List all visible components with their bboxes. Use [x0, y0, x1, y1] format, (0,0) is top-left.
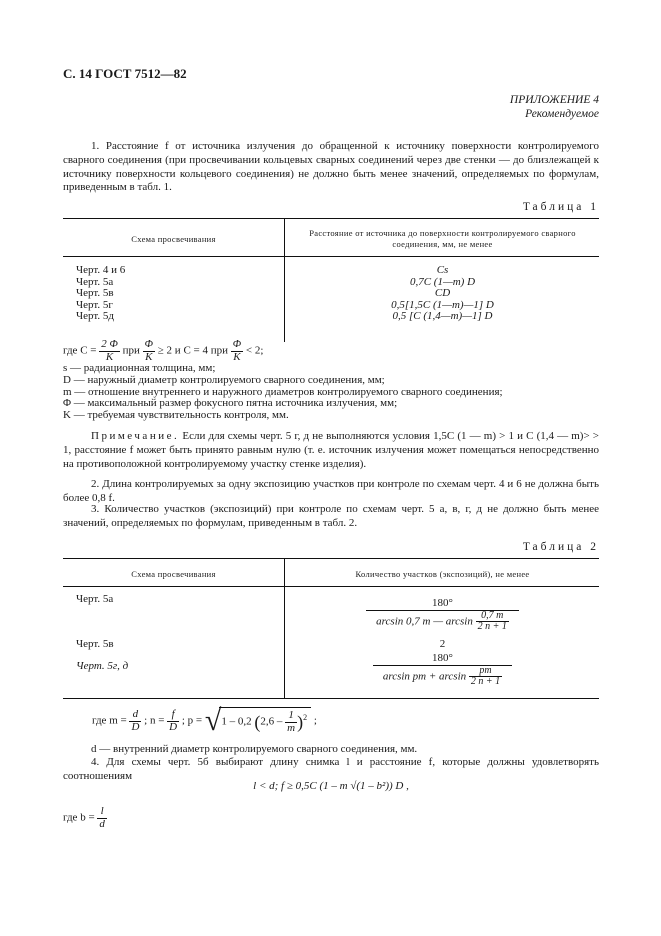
- fraction-formula: [373, 653, 512, 688]
- where-m-text: ; n =: [144, 714, 165, 727]
- where-m-formula: [92, 706, 317, 736]
- fraction-formula: [366, 598, 519, 633]
- table1-header-scheme: Схема просвечивания: [131, 234, 216, 244]
- inner-text: 2,6 –: [260, 716, 283, 729]
- sqrt-text: 1 – 0,2: [221, 716, 252, 729]
- where-b-prefix: где b =: [63, 811, 95, 824]
- where-m-end: ;: [313, 714, 317, 727]
- paragraph-3: 3. Количество участков (экспозиций) при контроле по схемам черт. 5 а, в, г, д не должно быть менее значений, определяемых по формулам, приведенным в табл. 2.: [63, 503, 599, 529]
- table2-row2-value: 2: [439, 638, 446, 650]
- table1-row-scheme: Черт. 5д: [76, 310, 114, 323]
- table2-header-count: Количество участков (экспозиций), не менее: [355, 569, 530, 579]
- paragraph-1: 1. Расстояние f от источника излучения до обращенной к источнику поверхности контролируемого сварного соединения (при просвечивании кольцевых сварных соединений через две стенки — до близлежащей к источнику поверхности кольцевого соединения) не должно быть менее значений, определяемых по формулам, приведенным в табл. 1.: [63, 140, 599, 194]
- fraction-denominator: D: [131, 720, 140, 733]
- table1-row-formula: 0,5 [C (1,4—m)—1] D: [392, 310, 493, 323]
- where-c-text: ≥ 2 и C = 4 при: [157, 344, 229, 357]
- fraction-numerator: 180°: [366, 598, 519, 611]
- fraction-denominator: d: [99, 817, 105, 830]
- fraction-numerator: Φ: [232, 338, 242, 350]
- table2-header-rule: [63, 586, 599, 587]
- fraction-denominator: [373, 666, 512, 688]
- fraction-numerator: f: [167, 709, 179, 722]
- table2-caption: Таблица 2: [522, 541, 599, 553]
- fraction-denominator: D: [169, 720, 178, 733]
- table2-bottom-rule: [63, 698, 599, 699]
- fraction-denominator: [366, 611, 519, 633]
- sqrt-content: [219, 707, 311, 734]
- paragraph-2: 2. Длина контролируемых за одну экспозицию участков при контроле по схемам черт. 4 и 6 не должна быть более 0,8 f.: [63, 478, 599, 504]
- table2-row1-scheme: Черт. 5а: [76, 593, 114, 605]
- table1-top-rule: [63, 218, 599, 219]
- table1-row-scheme: Черт. 5г: [76, 298, 113, 311]
- paragraph-4: 4. Для схемы черт. 5б выбирают длину снимка l и расстояние f, которые должны удовлетворять соотношениям: [63, 756, 599, 782]
- fraction-numerator: 0,7 m: [476, 611, 509, 623]
- denominator-text: arcsin 0,7 m — arcsin: [376, 615, 473, 628]
- where-m-text: ; p =: [181, 714, 203, 727]
- table2-header-scheme: Схема просвечивания: [131, 569, 216, 579]
- fraction-denominator: K: [105, 350, 114, 363]
- fraction-1-m: [285, 710, 297, 734]
- fraction-denominator: m: [287, 722, 296, 734]
- fraction-numerator: d: [129, 709, 141, 722]
- fraction-inner: [476, 611, 509, 633]
- paren-close: ): [297, 712, 304, 733]
- table1-row-scheme: Черт. 5а: [76, 275, 114, 288]
- table2-row3-formula: [286, 653, 599, 688]
- where-b-formula: [63, 806, 107, 830]
- fraction-phi-k: [231, 339, 243, 363]
- definition-d: d — внутренний диаметр контролируемого сварного соединения, мм.: [91, 743, 418, 755]
- note-label: Примечание.: [91, 430, 180, 442]
- where-m-prefix: где m =: [92, 714, 127, 727]
- table2-top-rule: [63, 558, 599, 559]
- fraction-phi-k: [143, 339, 155, 363]
- denominator-text: arcsin pm + arcsin: [382, 670, 467, 683]
- fraction-denominator: 2 n + 1: [470, 676, 501, 688]
- table1-header-distance: Расстояние от источника до поверхности контролируемого сварного соединения, мм, не менее: [309, 228, 576, 249]
- definition-item: m — отношение внутреннего и наружного диаметров контролируемого сварного соединения;: [63, 385, 503, 398]
- table1-row-formula: Cs: [436, 264, 449, 276]
- power: 2: [303, 713, 308, 723]
- table1-column-divider: [284, 218, 285, 342]
- page-header: С. 14 ГОСТ 7512—82: [63, 66, 187, 81]
- fraction-numerator: 1: [285, 710, 297, 723]
- table2-row2-scheme: Черт. 5в: [76, 638, 114, 650]
- fraction-l-d: [97, 806, 107, 830]
- fraction-d-D: [129, 709, 141, 733]
- appendix-heading: [510, 94, 599, 122]
- fraction-denominator: K: [233, 350, 241, 363]
- fraction-numerator: l: [97, 806, 107, 819]
- fraction-f-D: [167, 709, 179, 733]
- definition-item: D — наружный диаметр контролируемого сварного соединения, мм;: [63, 373, 385, 386]
- table1-row-scheme: Черт. 4 и 6: [76, 264, 126, 276]
- table1-caption: Таблица 1: [522, 201, 599, 213]
- table1-schemes: [76, 265, 125, 323]
- table1-row-formula: CD: [434, 287, 451, 300]
- fraction-2phi-k: [99, 339, 120, 363]
- note-text: Если для схемы черт. 5 г, д не выполняются условия 1,5C (1 — m) > 1 и C (1,4 — m)> > 1, расстояние f может быть принято равным нулю (т. е. источник излучения может помещаться непосредственно на противоположной контролируемому участку стенке изделия).: [63, 430, 600, 470]
- where-c-formula: [63, 339, 263, 363]
- table2-row3-scheme: Черт. 5г, д: [76, 660, 129, 672]
- table1-formulas: [286, 265, 599, 323]
- fraction-numerator: pm: [469, 666, 502, 678]
- where-c-text: при: [122, 344, 140, 357]
- paren-open: (: [254, 712, 261, 733]
- table2-column-divider: [284, 558, 285, 698]
- fraction-numerator: 180°: [373, 653, 512, 666]
- appendix-subtitle: Рекомендуемое: [525, 107, 599, 120]
- where-c-prefix: где C =: [63, 344, 97, 357]
- fraction-inner: [469, 666, 502, 688]
- note: [63, 430, 599, 471]
- table2-row1-formula: [286, 598, 599, 633]
- appendix-title: ПРИЛОЖЕНИЕ 4: [509, 94, 599, 106]
- definitions-list: [63, 363, 503, 422]
- table1-row-formula: 0,5[1,5C (1—m)—1] D: [391, 298, 494, 311]
- sqrt-icon: √: [204, 704, 222, 737]
- table1-row-formula: 0,7C (1—m) D: [409, 275, 476, 288]
- fraction-numerator: 2 Φ: [101, 338, 118, 350]
- fraction-denominator: K: [145, 350, 153, 363]
- definition-item: Φ — максимальный размер фокусного пятна источника излучения, мм;: [63, 397, 398, 410]
- table1-header-rule: [63, 256, 599, 257]
- definition-item: K — требуемая чувствительность контроля, мм.: [63, 409, 289, 422]
- fraction-denominator: 2 n + 1: [477, 621, 507, 633]
- table1-row-scheme: Черт. 5в: [76, 287, 114, 300]
- condition-formula: l < d; f ≥ 0,5C (1 – m √(1 – b²)) D ,: [253, 780, 409, 792]
- fraction-numerator: Φ: [144, 338, 154, 350]
- where-c-text: < 2;: [245, 344, 264, 357]
- definition-item: s — радиационная толщина, мм;: [63, 362, 216, 374]
